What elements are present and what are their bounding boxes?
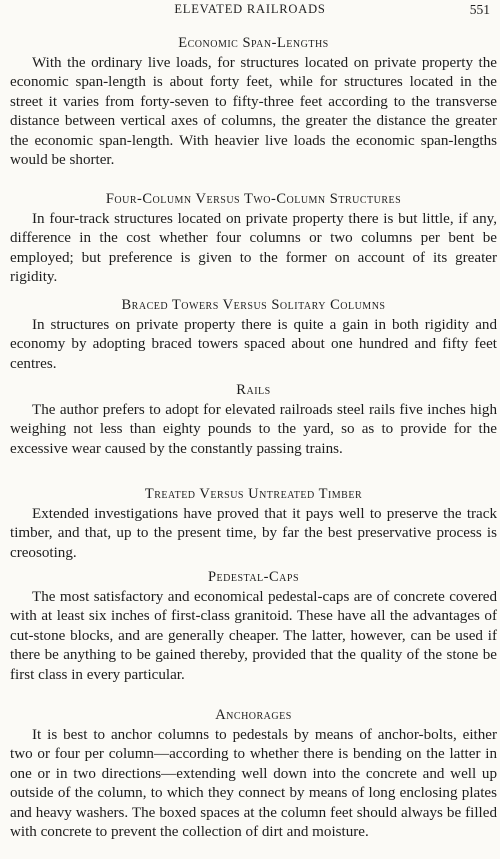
- section-body: In four-track structures located on private property there is but little, if any, difference in the cost whether four columns or two columns per bent be employed; but preference is given to the former on account of its greater rigidity.: [10, 211, 497, 286]
- section-heading: Anchorages: [215, 707, 292, 723]
- section-anchorages: [10, 704, 497, 842]
- section-body: The author prefers to adopt for elevated railroads steel rails five inches high weighing not less than eighty pounds to the yard, so as to provide for the excessive wear caused by the constantly passing trains.: [10, 402, 497, 457]
- section-heading: Braced Towers Versus Solitary Columns: [121, 297, 386, 313]
- section-pedestal-caps: [10, 566, 497, 685]
- section-treated-versus-untreated-timber: [10, 483, 497, 563]
- section-heading: Pedestal-Caps: [207, 569, 300, 585]
- running-title: ELEVATED RAILROADS: [174, 2, 326, 16]
- section-body: With the ordinary live loads, for structures located on private property the economic span-length is about forty feet, while for structures located in the street it varies from forty-seven to fifty-three feet according to the transverse distance between vertical axes of columns, the greater the distance the greater the economic span-length. With heavier live loads the economic span-lengths would be shorter.: [10, 55, 497, 169]
- section-body: Extended investigations have proved that it pays well to preserve the track timber, and that, up to the present time, by far the best preservative process is creosoting.: [10, 506, 497, 561]
- section-heading: Four-Column Versus Two-Column Structures: [105, 191, 402, 207]
- section-heading: Rails: [236, 382, 271, 398]
- section-rails: [10, 379, 497, 459]
- section-heading: Economic Span-Lengths: [178, 35, 329, 51]
- section-body: It is best to anchor columns to pedestals by means of anchor-bolts, either two or four per column—according to whether there is bending on the latter in one or in two directions—extending well down into the concrete and well up outside of the column, to which they connect by means of long enclosing plates and heavy washers. The boxed spaces at the column feet should always be filled with concrete to prevent the collection of dirt and moisture.: [10, 727, 497, 841]
- section-four-column-versus-two-column: [10, 188, 497, 288]
- page-number: 551: [469, 2, 490, 17]
- section-heading: Treated Versus Untreated Timber: [144, 486, 363, 502]
- running-head: [0, 2, 500, 20]
- section-economic-span-lengths: [10, 32, 497, 170]
- section-body: The most satisfactory and economical pedestal-caps are of concrete covered with at least six inches of first-class granitoid. These have all the advantages of cut-stone blocks, and are generally cheaper. The latter, however, can be used if there be anything to be gained thereby, provided that the quality of the stone be first class in every particular.: [10, 589, 497, 683]
- section-body: In structures on private property there is quite a gain in both rigidity and economy by adopting braced towers spaced about one hundred and fifty feet centres.: [10, 317, 497, 372]
- section-braced-towers-versus-solitary-columns: [10, 294, 497, 374]
